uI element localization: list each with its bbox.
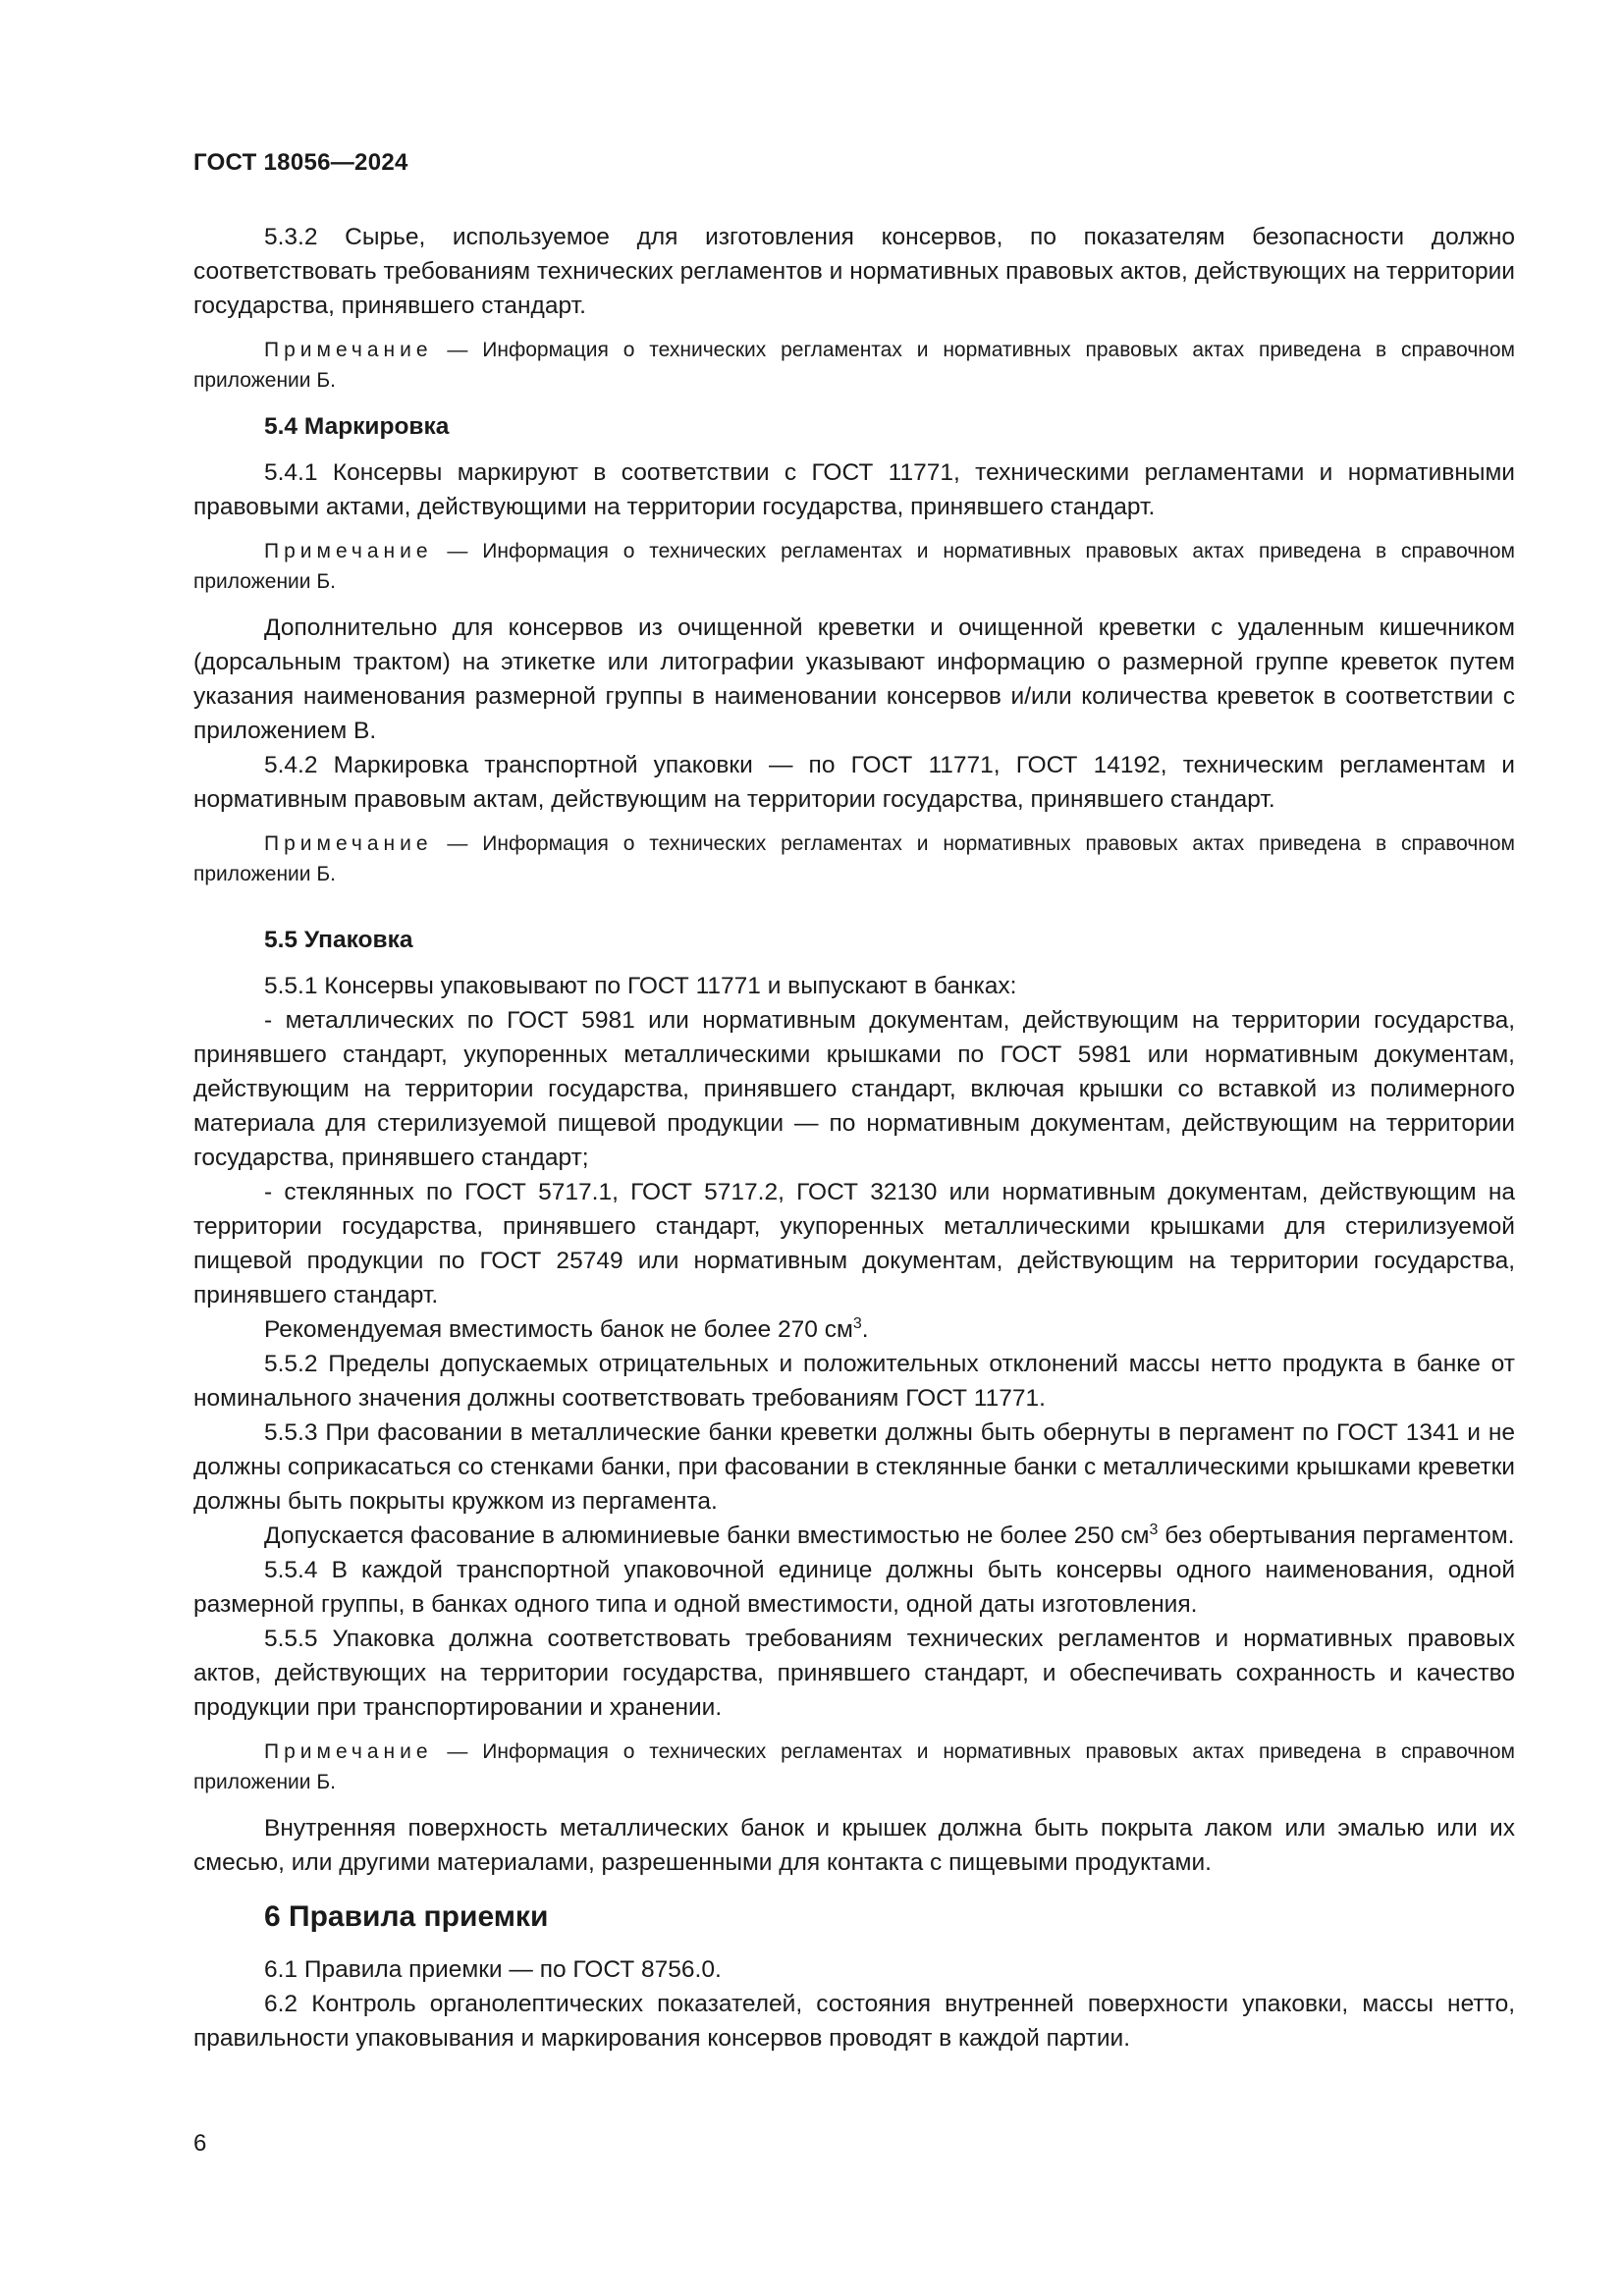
paragraph-6-1: 6.1 Правила приемки — по ГОСТ 8756.0.	[264, 1956, 722, 1983]
aluminium-text: Допускается фасование в алюминиевые банки вместимостью не более 250 см	[264, 1522, 1150, 1549]
paragraph-5-5-2: 5.5.2 Пределы допускаемых отрицательных и положительных отклонений массы нетто продукта в банке от номинального значения должны соответствовать требованиям ГОСТ 11771.	[193, 1351, 1515, 1412]
paragraph-5-5-4: 5.5.4 В каждой транспортной упаковочной единице должны быть консервы одного наименования, одной размерной группы, в банках одного типа и одной вместимости, одной даты изготовления.	[193, 1557, 1515, 1618]
paragraph-5-5-1: 5.5.1 Консервы упаковывают по ГОСТ 11771 и выпускают в банках:	[264, 973, 1017, 999]
period: .	[861, 1316, 869, 1343]
superscript-3: 3	[852, 1315, 862, 1332]
document-header: ГОСТ 18056—2024	[193, 149, 408, 176]
section-heading-5-4: 5.4 Маркировка	[264, 413, 450, 440]
note-label: Примечание	[264, 540, 433, 562]
paragraph-5-5-5-coating: Внутренняя поверхность металлических банок и крышек должна быть покрыта лаком или эмалью или их смесью, или другими материалами, разрешенными для контакта с пищевыми продуктами.	[193, 1815, 1515, 1876]
paragraph-6-2: 6.2 Контроль органолептических показателей, состояния внутренней поверхности упаковки, массы нетто, правильности упаковывания и маркирования консервов проводят в каждой партии.	[193, 1991, 1515, 2052]
note-3	[193, 828, 1515, 889]
paragraph-5-5-1-glass: - стеклянных по ГОСТ 5717.1, ГОСТ 5717.2, ГОСТ 32130 или нормативным документам, действующим на территории государства, принявшего стандарт, укупоренных металлическими крышками для стерилизуемой пищевой продукции по ГОСТ 25749 или нормативным документам, действующим на территории государства, принявшего стандарт.	[193, 1179, 1515, 1308]
section-heading-5-5: 5.5 Упаковка	[264, 927, 413, 953]
document-body	[193, 220, 1515, 2056]
paragraph-5-5-1-metal: - металлических по ГОСТ 5981 или нормативным документам, действующим на территории государства, принявшего стандарт, укупоренных металлическими крышками по ГОСТ 5981 или нормативным документам, действующим на территории государства, принявшего стандарт, включая крышки со вставкой из полимерного материала для стерилизуемой пищевой продукции — по нормативным документам, действующим на территории государства, принявшего стандарт;	[193, 1007, 1515, 1171]
section-heading-6: 6 Правила приемки	[264, 1900, 549, 1933]
note-2	[193, 536, 1515, 597]
paragraph-5-4-1-additional: Дополнительно для консервов из очищенной креветки и очищенной креветки с удаленным кишечником (дорсальным трактом) на этикетке или литографии указывают информацию о размерной группе креветок путем указания наименования размерной группы в наименовании консервов и/или количества креветок в соответствии с приложением В.	[193, 614, 1515, 744]
note-1	[193, 335, 1515, 396]
paragraph-5-3-2: 5.3.2 Сырье, используемое для изготовления консервов, по показателям безопасности должно соответствовать требованиям технических регламентов и нормативных правовых актов, действующих на территории государства, принявшего стандарт.	[193, 224, 1515, 319]
note-4	[193, 1736, 1515, 1797]
paragraph-5-5-3: 5.5.3 При фасовании в металлические банки креветки должны быть обернуты в пергамент по ГОСТ 1341 и не должны соприкасаться со стенками банки, при фасовании в стеклянные банки с металлическими крышками креветки должны быть покрыты кружком из пергамента.	[193, 1419, 1515, 1515]
note-label: Примечание	[264, 832, 433, 855]
paragraph-5-5-1-capacity	[193, 1312, 1515, 1347]
note-text: — Информация о технических регламентах и нормативных правовых актах приведена в справочном приложении Б.	[193, 832, 1515, 885]
paragraph-5-4-1: 5.4.1 Консервы маркируют в соответствии с ГОСТ 11771, техническими регламентами и нормативными правовыми актами, действующими на территории государства, принявшего стандарт.	[193, 459, 1515, 520]
note-text: — Информация о технических регламентах и нормативных правовых актах приведена в справочном приложении Б.	[193, 339, 1515, 392]
paragraph-5-5-5: 5.5.5 Упаковка должна соответствовать требованиям технических регламентов и нормативных правовых актов, действующих на территории государства, принявшего стандарт, и обеспечивать сохранность и качество продукции при транспортировании и хранении.	[193, 1626, 1515, 1721]
capacity-text: Рекомендуемая вместимость банок не более 270 см	[264, 1316, 853, 1343]
note-text: — Информация о технических регламентах и нормативных правовых актах приведена в справочном приложении Б.	[193, 540, 1515, 593]
superscript-3: 3	[1149, 1522, 1159, 1538]
page-number: 6	[193, 2130, 207, 2157]
note-label: Примечание	[264, 1740, 433, 1763]
note-label: Примечание	[264, 339, 433, 361]
note-text: — Информация о технических регламентах и нормативных правовых актах приведена в справочном приложении Б.	[193, 1740, 1515, 1793]
aluminium-text-end: без обертывания пергаментом.	[1158, 1522, 1515, 1549]
paragraph-5-4-2: 5.4.2 Маркировка транспортной упаковки — по ГОСТ 11771, ГОСТ 14192, техническим регламентам и нормативным правовым актам, действующим на территории государства, принявшего стандарт.	[193, 752, 1515, 813]
paragraph-5-5-3-aluminium	[193, 1519, 1515, 1553]
